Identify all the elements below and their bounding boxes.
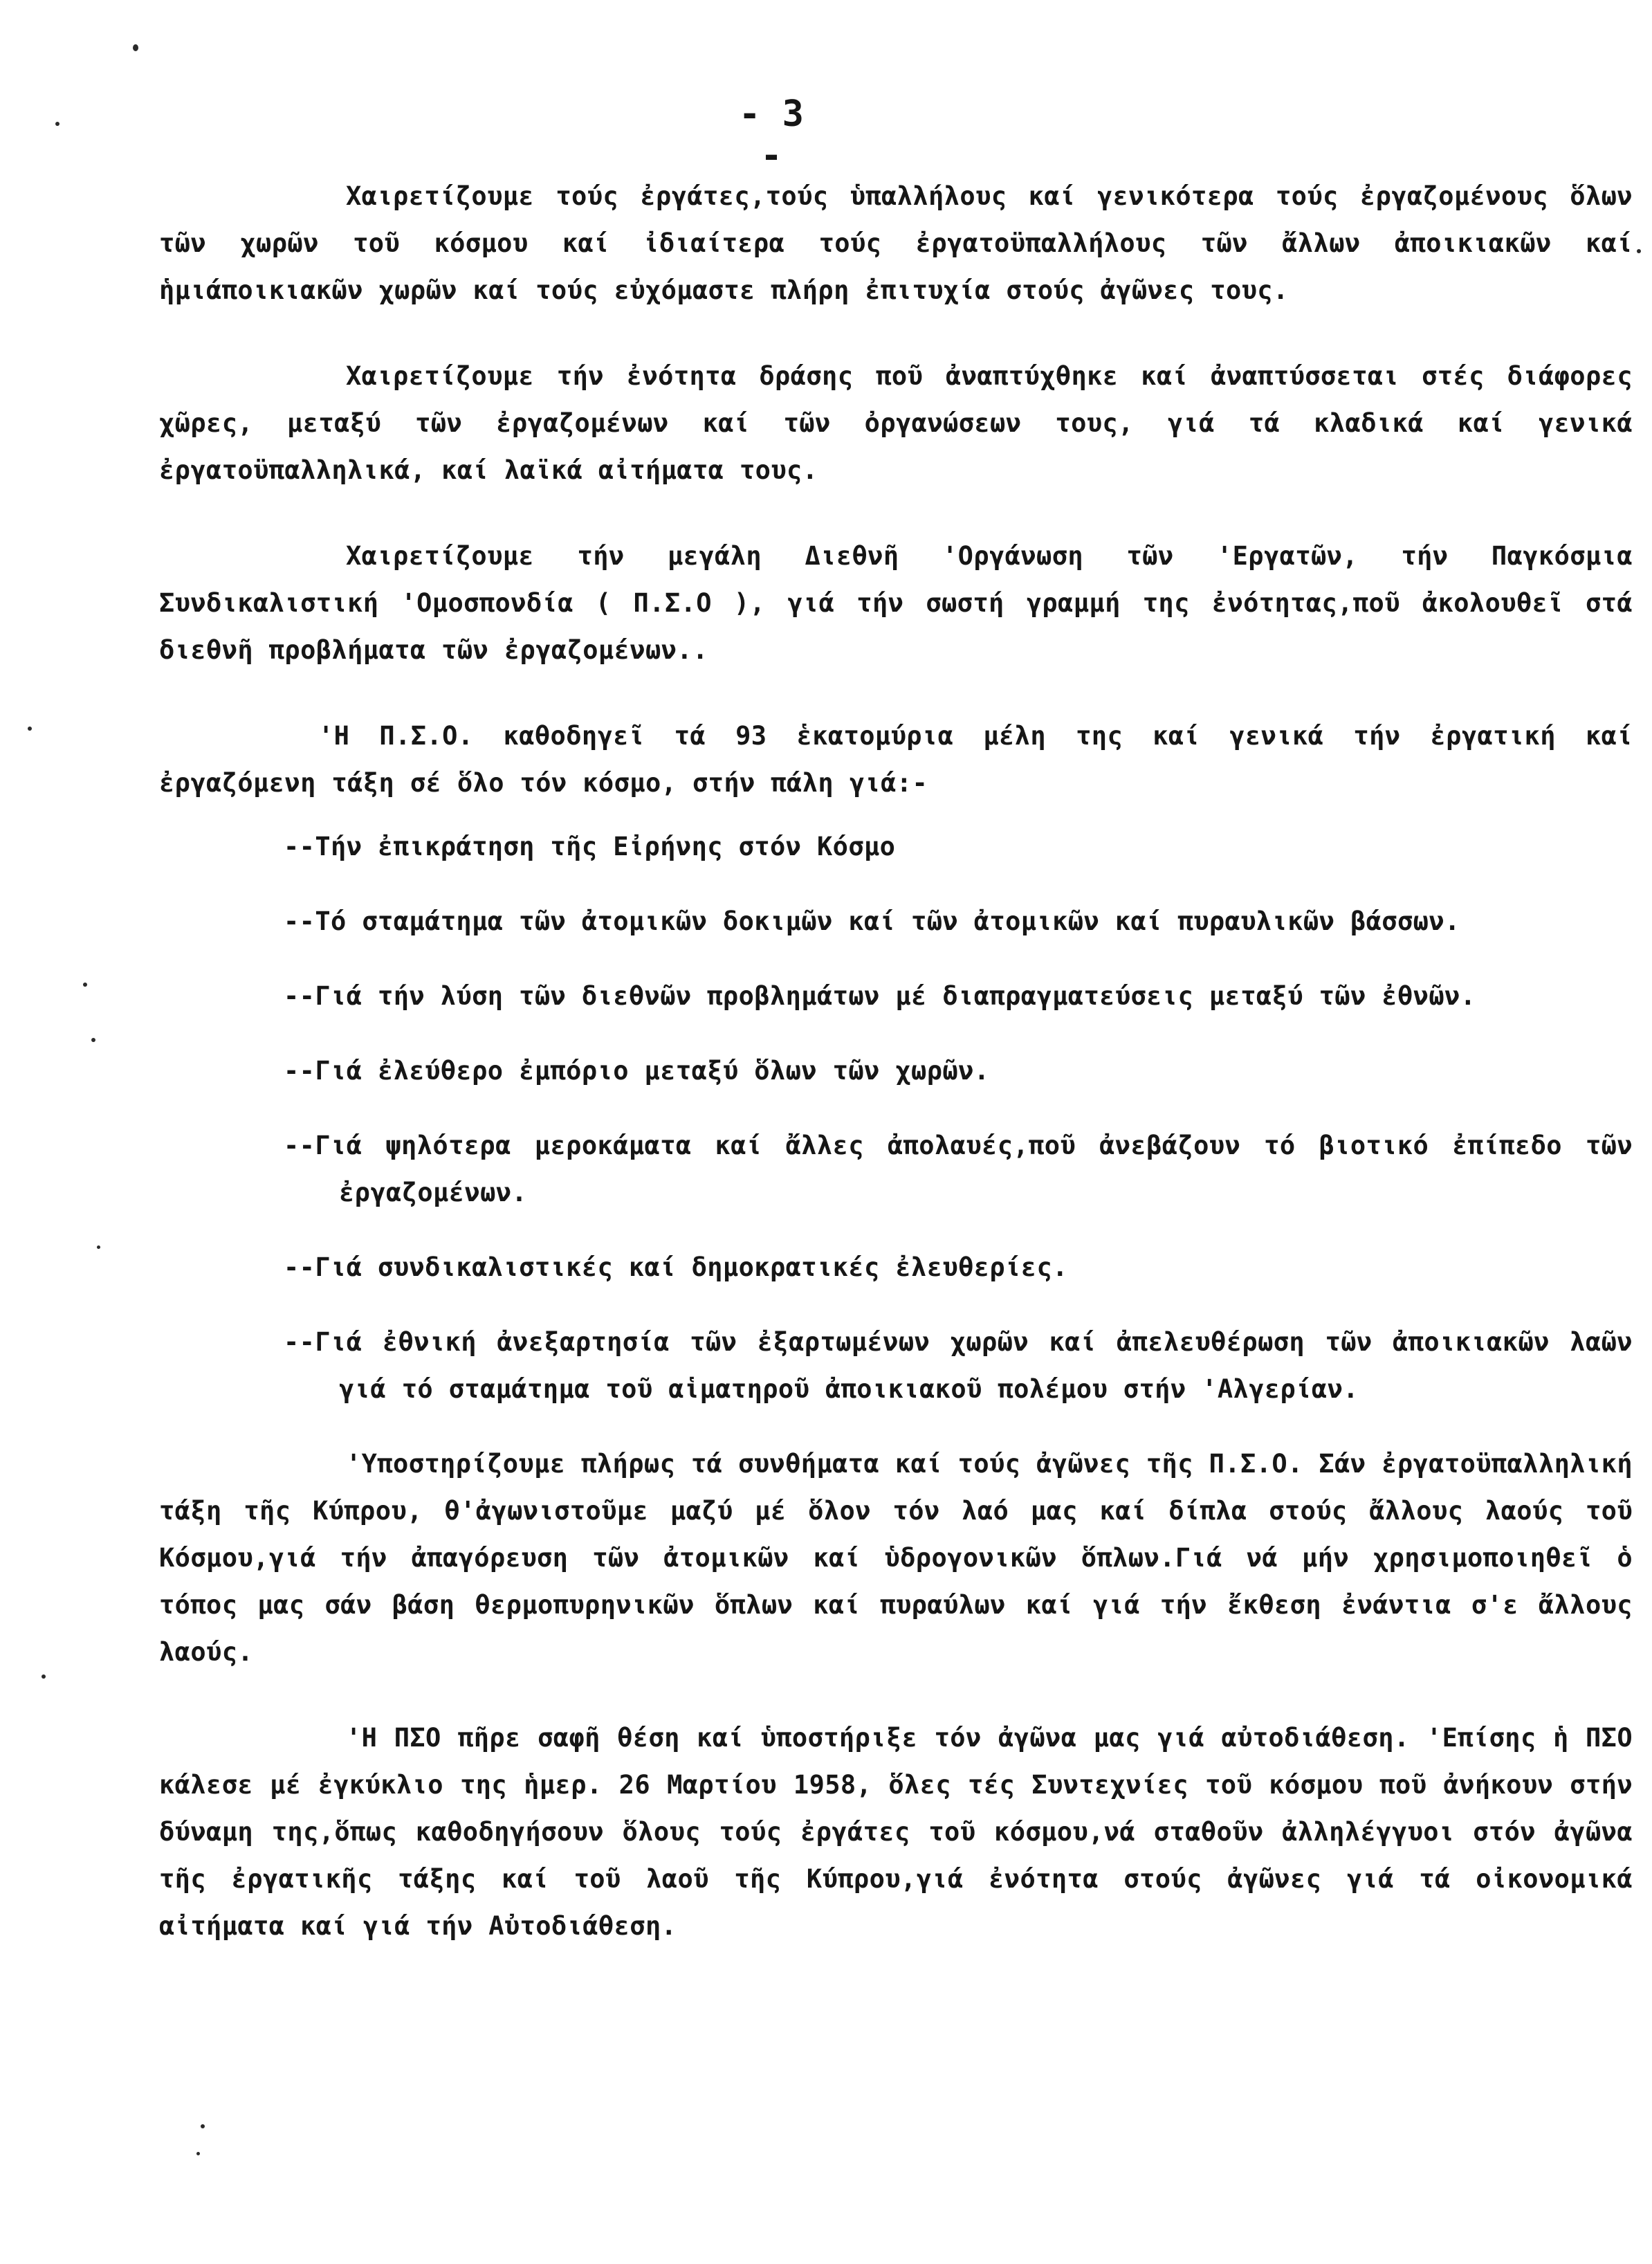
demands-list [159,823,1633,1413]
paragraph-wfft-greeting: Χαιρετίζουμε τήν μεγάλη Διεθνῆ 'Οργάνωση τῶν 'Εργατῶν, τήν Παγκόσμια Συνδικαλιστική 'Ομοσπονδία ( Π.Σ.Ο ), γιά τήν σωστή γραμμή της ἐνότητας,ποῦ ἀκολουθεῖ στά διεθνῆ προβλήματα τῶν ἐργαζομένων.. [159,541,1633,665]
demand-item: --Γιά ἐλεύθερο ἐμπόριο μεταξύ ὅλων τῶν χωρῶν. [284,1056,990,1086]
scan-speck [201,2124,205,2128]
demand-item: --Γιά ἐθνική ἀνεξαρτησία τῶν ἐξαρτωμένων χωρῶν καί ἀπελευθέρωση τῶν ἀποικιακῶν λαῶν γιά τό σταμάτημα τοῦ αἱματηροῦ ἀποικιακοῦ πολέμου στήν 'Αλγερίαν. [284,1327,1633,1404]
demand-item: --Γιά τήν λύση τῶν διεθνῶν προβλημάτων μέ διαπραγματεύσεις μεταξύ τῶν ἐθνῶν. [284,981,1476,1011]
paragraph-greeting-workers: Χαιρετίζουμε τούς ἐργάτες,τούς ὑπαλλήλους καί γενικότερα τούς ἐργαζομένους ὅλων τῶν χωρῶν τοῦ κόσμου καί ἰδιαίτερα τούς ἐργατοϋπαλλήλους τῶν ἄλλων ἀποικιακῶν καί ἡμιάποικιακῶν χωρῶν καί τούς εὐχόμαστε πλήρη ἐπιτυχία στούς ἀγῶνες τους. [159,181,1633,305]
document-body [159,173,1633,1989]
paragraph-support-slogans: 'Υποστηρίζουμε πλήρως τά συνθήματα καί τούς ἀγῶνες τῆς Π.Σ.Ο. Σάν ἐργατοϋπαλληλική τάξη τῆς Κύπρου, θ'ἀγωνιστοῦμε μαζύ μέ ὅλον τόν λαό μας καί δίπλα στούς ἄλλους λαούς τοῦ Κόσμου,γιά τήν ἀπαγόρευση τῶν ἀτομικῶν καί ὑδρογονικῶν ὅπλων.Γιά νά μήν χρησιμοποιηθεῖ ὁ τόπος μας σάν βάση θερμοπυρηνικῶν ὅπλων καί πυραύλων καί γιά τήν ἔκθεση ἐνάντια σ'ε ἄλλους λαούς. [159,1449,1633,1667]
scan-speck [91,1038,95,1042]
paragraph-wfft-guides: 'Η Π.Σ.Ο. καθοδηγεῖ τά 93 ἑκατομύρια μέλη της καί γενικά τήν ἐργατική καί ἐργαζόμενη τάξη σέ ὅλο τόν κόσμο, στήν πάλη γιά:- [159,721,1633,798]
page-number: - 3 - [739,93,804,176]
scan-speck [133,44,138,51]
demand-item: --Τό σταμάτημα τῶν ἀτομικῶν δοκιμῶν καί τῶν ἀτομικῶν καί πυραυλικῶν βάσσων. [284,906,1460,936]
paragraph-wfft-position: 'Η ΠΣΟ πῆρε σαφῆ θέση καί ὑποστήριξε τόν ἀγῶνα μας γιά αὐτοδιάθεση. 'Επίσης ἡ ΠΣΟ κάλεσε μέ ἐγκύκλιο της ἡμερ. 26 Μαρτίου 1958, ὅλες τές Συντεχνίες τοῦ κόσμου ποῦ ἀνήκουν στήν δύναμη της,ὅπως καθοδηγήσουν ὅλους τούς ἐργάτες τοῦ κόσμου,νά σταθοῦν ἀλληλέγγυοι στόν ἀγῶνα τῆς ἐργατικῆς τάξης καί τοῦ λαοῦ τῆς Κύπρου,γιά ἐνότητα στούς ἀγῶνες γιά τά οἰκονομικά αἰτήματα καί γιά τήν Αὐτοδιάθεση. [159,1723,1633,1941]
demand-item: --Γιά συνδικαλιστικές καί δημοκρατικές ἐλευθερίες. [284,1252,1068,1282]
scan-speck [55,122,59,126]
demand-item: --Γιά ψηλότερα μεροκάματα καί ἄλλες ἀπολαυές,ποῦ ἀνεβάζουν τό βιοτικό ἐπίπεδο τῶν ἐργαζομένων. [284,1131,1633,1207]
scan-speck [97,1245,100,1249]
scan-speck [196,2152,200,2155]
scan-speck [83,983,87,987]
demand-item: --Τήν ἐπικράτηση τῆς Εἰρήνης στόν Κόσμο [284,832,896,861]
scan-speck [28,727,32,731]
paragraph-unity-of-action: Χαιρετίζουμε τήν ἐνότητα δράσης ποῦ ἀναπτύχθηκε καί ἀναπτύσσεται στές διάφορες χῶρες, μεταξύ τῶν ἐργαζομένων καί τῶν ὀργανώσεων τους, γιά τά κλαδικά καί γενικά ἐργατοϋπαλληλικά, καί λαϊκά αἰτήματα τους. [159,361,1633,485]
scan-speck [42,1674,46,1679]
scan-speck [1637,249,1641,253]
